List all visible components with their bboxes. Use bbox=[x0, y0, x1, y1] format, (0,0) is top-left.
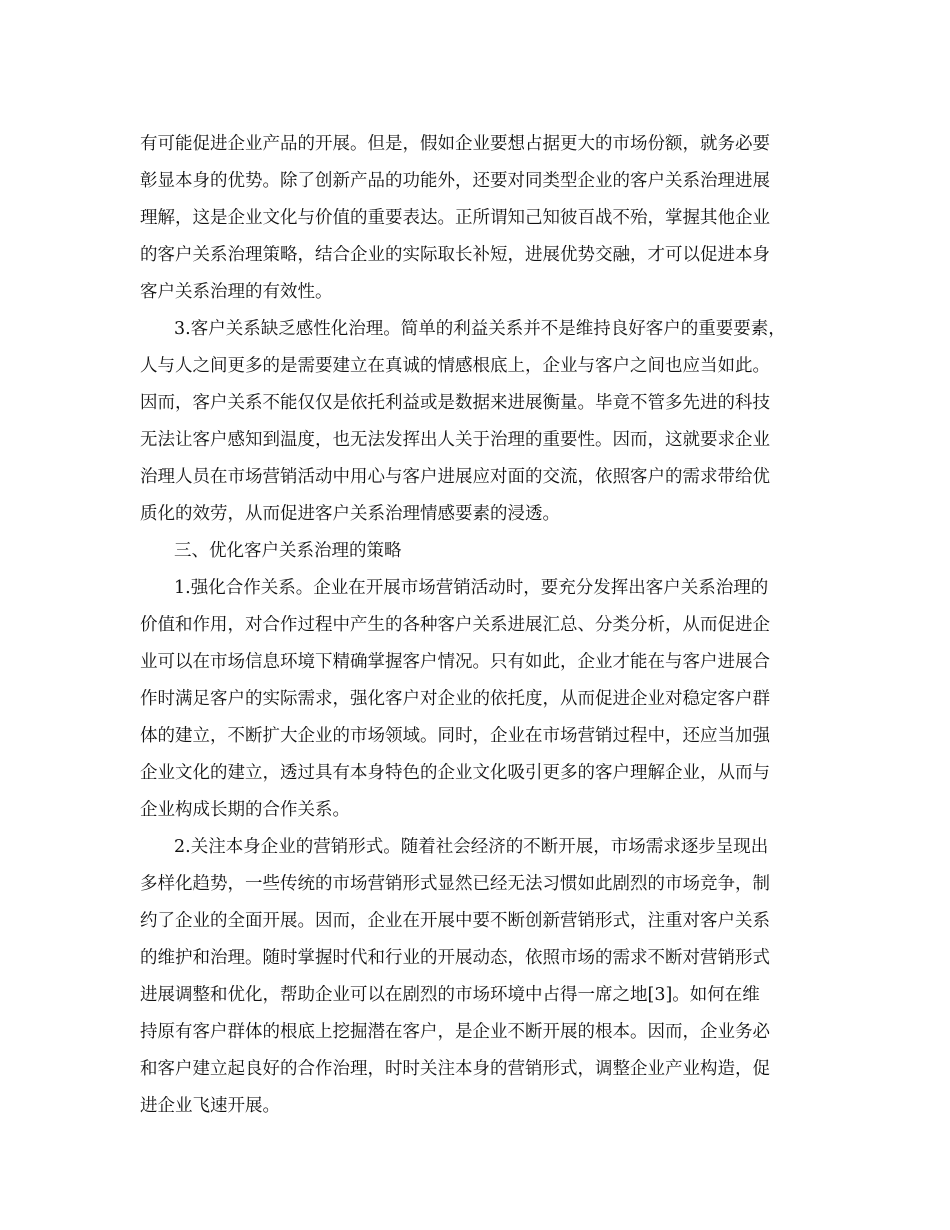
paragraph-first-line: 2.关注本身企业的营销形式。随着社会经济的不断开展，市场需求逐步呈现出 bbox=[174, 837, 769, 857]
paragraph-first-line: 三、优化客户关系治理的策略 bbox=[174, 541, 402, 561]
text-line: 多样化趋势，一些传统的市场营销形式显然已经无法习惯如此剧烈的市场竞争，制 bbox=[140, 874, 770, 894]
text-line: 的客户关系治理策略，结合企业的实际取长补短，进展优势交融，才可以促进本身 bbox=[140, 245, 770, 265]
text-line: 有可能促进企业产品的开展。但是，假如企业要想占据更大的市场份额，就务必要 bbox=[140, 134, 770, 154]
paragraph-first-line: 1.强化合作关系。企业在开展市场营销活动时，要充分发挥出客户关系治理的 bbox=[174, 578, 769, 598]
text-line: 持原有客户群体的根底上挖掘潜在客户，是企业不断开展的根本。因而，企业务必 bbox=[140, 1022, 770, 1042]
text-line: 的维护和治理。随时掌握时代和行业的开展动态，依照市场的需求不断对营销形式 bbox=[140, 948, 770, 968]
text-line: 企业构成长期的合作关系。 bbox=[140, 800, 350, 820]
text-line: 约了企业的全面开展。因而，企业在开展中要不断创新营销形式，注重对客户关系 bbox=[140, 911, 770, 931]
text-line: 企业文化的建立，透过具有本身特色的企业文化吸引更多的客户理解企业，从而与 bbox=[140, 763, 770, 783]
text-line: 彰显本身的优势。除了创新产品的功能外，还要对同类型企业的客户关系治理进展 bbox=[140, 171, 770, 191]
document-body bbox=[140, 126, 830, 1125]
text-line: 理解，这是企业文化与价值的重要表达。正所谓知己知彼百战不殆，掌握其他企业 bbox=[140, 208, 770, 228]
text-line: 客户关系治理的有效性。 bbox=[140, 282, 333, 302]
text-line: 治理人员在市场营销活动中用心与客户进展应对面的交流，依照客户的需求带给优 bbox=[140, 467, 770, 487]
text-line: 因而，客户关系不能仅仅是依托利益或是数据来进展衡量。毕竟不管多先进的科技 bbox=[140, 393, 770, 413]
paragraph-first-line: 3.客户关系缺乏感性化治理。简单的利益关系并不是维持良好客户的重要要素， bbox=[174, 319, 786, 339]
text-line: 业可以在市场信息环境下精确掌握客户情况。只有如此，企业才能在与客户进展合 bbox=[140, 652, 770, 672]
text-line: 进展调整和优化，帮助企业可以在剧烈的市场环境中占得一席之地[3]。如何在维 bbox=[140, 985, 760, 1005]
text-line: 体的建立，不断扩大企业的市场领域。同时，企业在市场营销过程中，还应当加强 bbox=[140, 726, 770, 746]
text-line: 质化的效劳，从而促进客户关系治理情感要素的浸透。 bbox=[140, 504, 560, 524]
text-line: 进企业飞速开展。 bbox=[140, 1096, 280, 1116]
text-line: 价值和作用，对合作过程中产生的各种客户关系进展汇总、分类分析，从而促进企 bbox=[140, 615, 770, 635]
text-line: 和客户建立起良好的合作治理，时时关注本身的营销形式，调整企业产业构造，促 bbox=[140, 1059, 770, 1079]
text-line: 人与人之间更多的是需要建立在真诚的情感根底上，企业与客户之间也应当如此。 bbox=[140, 356, 770, 376]
text-line: 作时满足客户的实际需求，强化客户对企业的依托度，从而促进企业对稳定客户群 bbox=[140, 689, 770, 709]
text-line: 无法让客户感知到温度，也无法发挥出人关于治理的重要性。因而，这就要求企业 bbox=[140, 430, 770, 450]
